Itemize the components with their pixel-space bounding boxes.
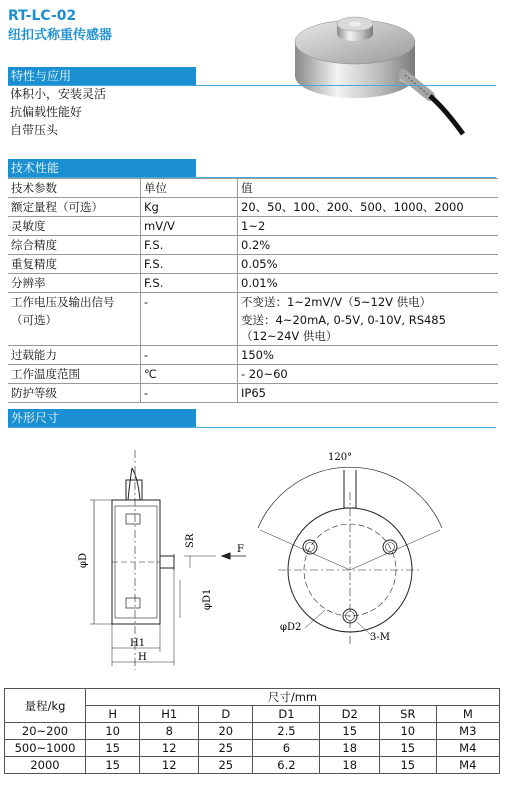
spec-row xyxy=(8,198,498,217)
label-f: F xyxy=(237,544,244,555)
dim-range: 2000 xyxy=(5,757,86,774)
dim-cell: 15 xyxy=(380,757,437,774)
features-heading: 特性与应用 xyxy=(8,67,196,85)
product-title xyxy=(8,6,112,46)
spec-table xyxy=(8,178,498,403)
dim-col: M xyxy=(436,706,499,723)
dimension-drawing xyxy=(60,440,460,680)
spec-row xyxy=(8,311,498,346)
product-name: 纽扣式称重传感器 xyxy=(8,28,113,43)
dim-col: H xyxy=(86,706,140,723)
spec-param: 重复精度 xyxy=(8,255,141,274)
top-view xyxy=(258,467,442,645)
spec-unit: - xyxy=(141,346,238,365)
dim-cell: 10 xyxy=(380,723,437,740)
feature-item: 自带压头 xyxy=(10,123,59,137)
spec-param: 防护等级 xyxy=(8,384,141,403)
dim-cell: 12 xyxy=(140,740,199,757)
dim-col: H1 xyxy=(140,706,199,723)
spec-row xyxy=(8,365,498,384)
label-m: 3-M xyxy=(370,632,390,643)
dim-cell: 6 xyxy=(253,740,320,757)
dim-cell: M4 xyxy=(436,740,499,757)
dim-cell: 18 xyxy=(320,757,380,774)
spec-row xyxy=(8,217,498,236)
dim-col: SR xyxy=(380,706,437,723)
label-angle: 120° xyxy=(328,452,353,463)
spec-row xyxy=(8,274,498,293)
dim-row xyxy=(5,723,500,740)
dim-cell: 25 xyxy=(199,757,253,774)
dim-row xyxy=(5,740,500,757)
spec-param: 分辨率 xyxy=(8,274,141,293)
spec-param: 工作温度范围 xyxy=(8,365,141,384)
spec-unit: mV/V xyxy=(141,217,238,236)
label-h: H xyxy=(138,652,147,663)
spec-unit: - xyxy=(141,384,238,403)
spec-param: （可选） xyxy=(8,311,141,346)
dim-header-range: 量程/kg xyxy=(5,689,86,723)
label-d1: φD1 xyxy=(202,588,213,610)
spec-unit: F.S. xyxy=(141,255,238,274)
outline-divider xyxy=(8,427,496,428)
outline-heading: 外形尺寸 xyxy=(8,409,196,427)
dim-cell: 2.5 xyxy=(253,723,320,740)
spec-unit xyxy=(141,311,238,346)
spec-value: 变送：4~20mA, 0-5V, 0-10V, RS485（12~24V 供电） xyxy=(238,311,499,346)
spec-param: 工作电压及输出信号 xyxy=(8,293,141,312)
dim-header-row xyxy=(5,689,500,706)
dim-cell: 20 xyxy=(199,723,253,740)
spec-unit: Kg xyxy=(141,198,238,217)
dimension-table xyxy=(4,688,500,774)
spec-param: 灵敏度 xyxy=(8,217,141,236)
spec-row xyxy=(8,255,498,274)
spec-value: - 20~60 xyxy=(238,365,499,384)
label-sr: SR xyxy=(185,533,196,548)
spec-unit: F.S. xyxy=(141,236,238,255)
specs-heading: 技术性能 xyxy=(8,159,196,177)
dim-cell: 15 xyxy=(86,740,140,757)
feature-item: 抗偏载性能好 xyxy=(10,105,83,119)
spec-row xyxy=(8,293,498,312)
spec-value: 0.05% xyxy=(238,255,499,274)
label-d: φD xyxy=(78,552,89,568)
dim-col: D2 xyxy=(320,706,380,723)
spec-unit: ℃ xyxy=(141,365,238,384)
spec-value: 0.2% xyxy=(238,236,499,255)
dim-cell: 25 xyxy=(199,740,253,757)
dim-cell: 6.2 xyxy=(253,757,320,774)
dim-range: 500~1000 xyxy=(5,740,86,757)
dim-cell: 8 xyxy=(140,723,199,740)
spec-value: 0.01% xyxy=(238,274,499,293)
spec-header-value: 值 xyxy=(238,179,499,198)
spec-unit: F.S. xyxy=(141,274,238,293)
spec-row xyxy=(8,346,498,365)
dim-cell: 15 xyxy=(86,757,140,774)
dim-row xyxy=(5,757,500,774)
dim-cell: 10 xyxy=(86,723,140,740)
spec-row xyxy=(8,236,498,255)
spec-unit: - xyxy=(141,293,238,312)
spec-param: 过载能力 xyxy=(8,346,141,365)
spec-value: 不变送：1~2mV/V（5~12V 供电） xyxy=(241,295,432,309)
dim-col: D xyxy=(199,706,253,723)
dim-cell: 18 xyxy=(320,740,380,757)
label-h1: H1 xyxy=(130,638,146,649)
spec-header-param: 技术参数 xyxy=(8,179,141,198)
feature-item: 体积小，安装灵活 xyxy=(10,87,107,101)
spec-row xyxy=(8,384,498,403)
dim-range: 20~200 xyxy=(5,723,86,740)
spec-value: IP65 xyxy=(238,384,499,403)
dim-col: D1 xyxy=(253,706,320,723)
spec-param: 额定量程（可选） xyxy=(8,198,141,217)
label-d2: φD2 xyxy=(280,622,302,633)
dim-cell: 12 xyxy=(140,757,199,774)
spec-value: 150% xyxy=(238,346,499,365)
spec-header-row xyxy=(8,179,498,198)
dim-cell: 15 xyxy=(380,740,437,757)
spec-value: 1~2 xyxy=(238,217,499,236)
product-photo xyxy=(285,4,465,139)
dim-cell: M3 xyxy=(436,723,499,740)
dim-header-size: 尺寸/mm xyxy=(86,689,500,706)
dim-cell: M4 xyxy=(436,757,499,774)
spec-param: 综合精度 xyxy=(8,236,141,255)
spec-value: 20、50、100、200、500、1000、2000 xyxy=(238,198,499,217)
model-code: RT-LC-02 xyxy=(8,8,77,24)
dim-cell: 15 xyxy=(320,723,380,740)
side-view xyxy=(90,450,246,670)
spec-header-unit: 单位 xyxy=(141,179,238,198)
